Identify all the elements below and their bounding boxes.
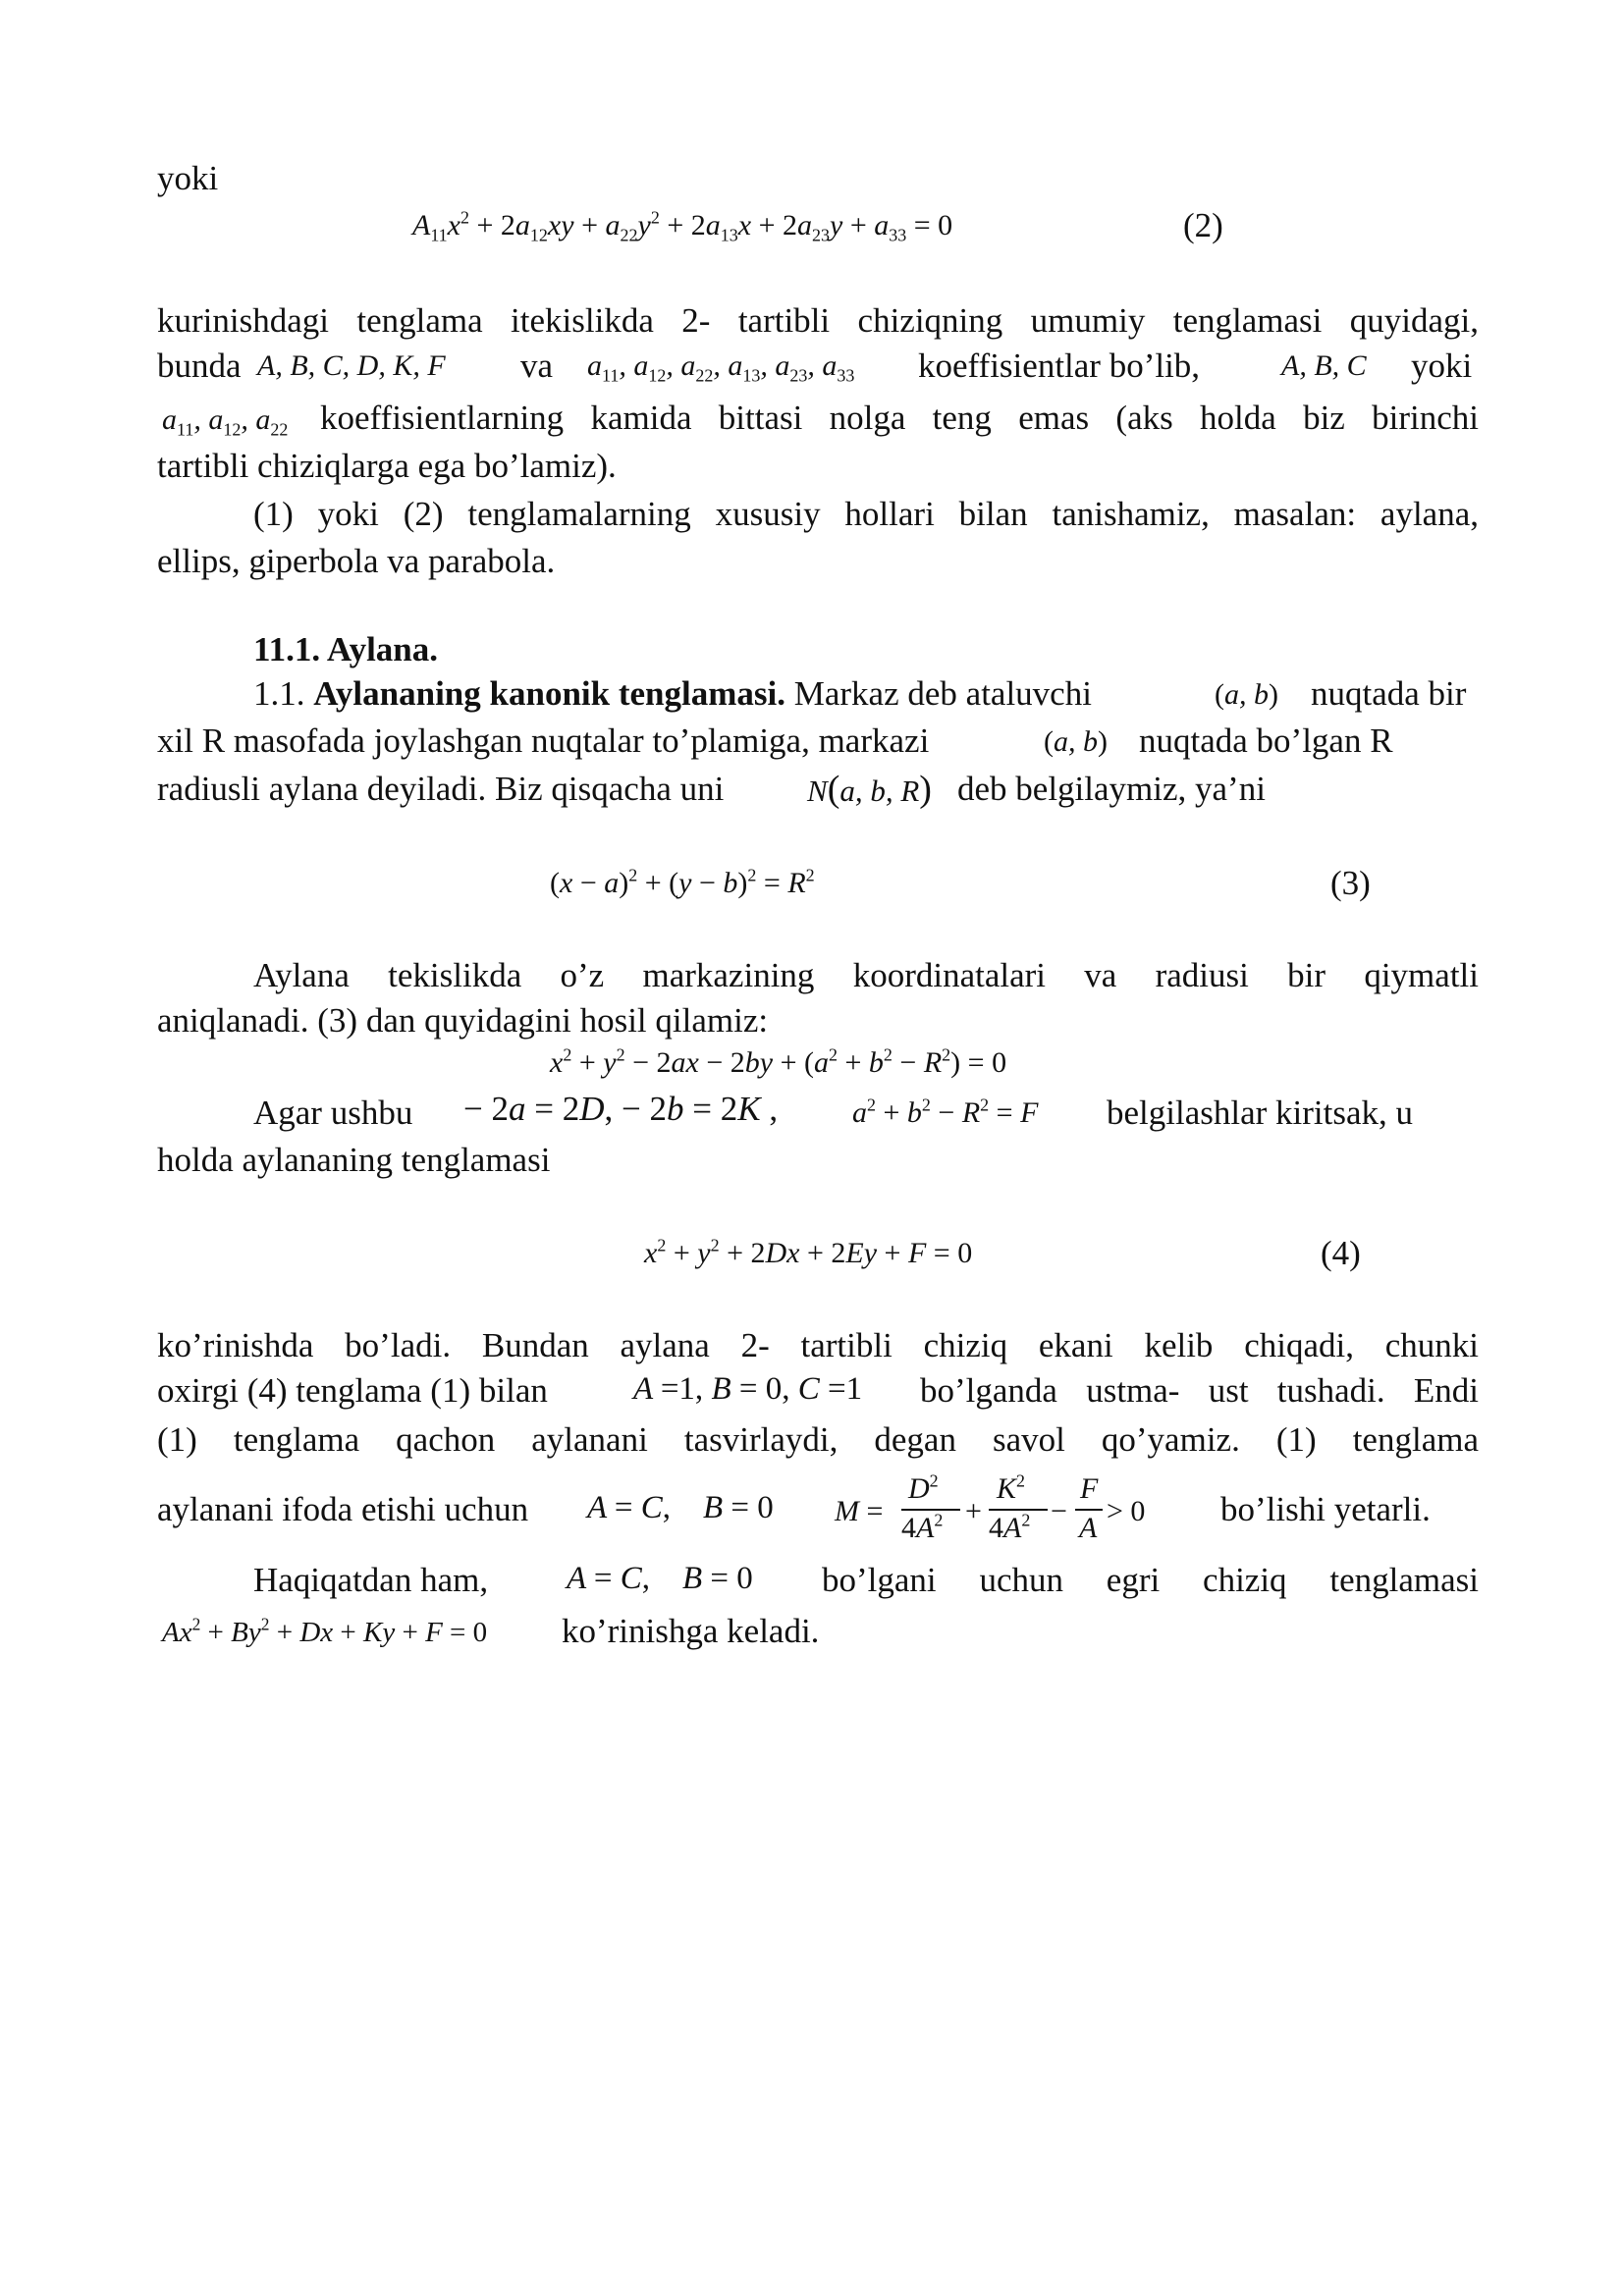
paragraph-line: ko’rinishga keladi.: [562, 1612, 820, 1650]
paragraph-line: aniqlanadi. (3) dan quyidagini hosil qilamiz:: [157, 1001, 769, 1040]
paragraph-line: radiusli aylana deyiladi. Biz qisqacha uni: [157, 770, 725, 808]
paragraph-line: kurinishdagi tenglama itekislikda 2- tartibli chiziqning umumiy tenglamasi quyidagi,: [157, 301, 1479, 340]
paragraph-line: nuqtada bo’lgan R: [1139, 721, 1393, 760]
paragraph-line: ko’rinishda bo’ladi. Bundan aylana 2- tartibli chiziq ekani kelib chiqadi, chunki: [157, 1326, 1479, 1364]
inequality: > 0: [1107, 1495, 1146, 1527]
paragraph-line: aylanani ifoda etishi uchun: [157, 1490, 529, 1528]
notation-F: $a^2 + b^2 - R^2 = F$: [852, 1095, 1039, 1129]
paragraph-line: Aylana tekislikda o’z markazining koordinatalari va radiusi bir qiymatli: [253, 956, 1479, 994]
paragraph-line: bunda: [157, 347, 242, 385]
fraction-denominator: A: [1079, 1512, 1098, 1544]
fraction-denominator: $4A^2$: [901, 1510, 944, 1544]
fraction-numerator: $D^2$: [908, 1470, 939, 1505]
paragraph-line: bo’lishi yetarli.: [1220, 1490, 1431, 1528]
equation-general: $Ax^2 + By^2 + Dx + Ky + F = 0$: [162, 1614, 488, 1648]
fraction-bar: [901, 1509, 960, 1511]
paragraph-line: Haqiqatdan ham,: [253, 1561, 489, 1599]
coefficients-capital: A, B, C, D, K, F: [257, 349, 446, 382]
equation-3-number: (3): [1330, 864, 1371, 902]
condition-A-eq-C: A = C, B = 0: [587, 1490, 774, 1525]
section-title: 11.1. Aylana.: [253, 630, 439, 668]
fraction-denominator: $4A^2$: [989, 1510, 1031, 1544]
equation-expanded: $x^2 + y^2 - 2ax - 2by + (a^2 + b^2 - R^2) = 0$: [550, 1044, 1007, 1079]
equation-4: $x^2 + y^2 + 2Dx + 2Ey + F = 0$: [644, 1235, 973, 1269]
paragraph-line: koeffisientlar bo’lib,: [918, 347, 1201, 385]
formula-M: M =: [835, 1495, 884, 1527]
text-va: va: [520, 347, 554, 385]
condition-A-eq-C: A = C, B = 0: [567, 1561, 753, 1596]
text-yoki: yoki: [1411, 347, 1473, 385]
paragraph-line: holda aylananing tenglamasi: [157, 1141, 551, 1179]
paragraph-line: nuqtada bir: [1311, 674, 1467, 713]
equation-2: $A_{11}x^2 + 2a_{12}xy + a_{22}y^2 + 2a_{13}x + 2a_{23}y + a_{33} = 0$: [412, 207, 953, 245]
paragraph-line: (1) yoki (2) tenglamalarning xususiy hollari bilan tanishamiz, masalan: aylana,: [253, 495, 1479, 533]
paragraph-line: Agar ushbu: [253, 1094, 413, 1132]
fraction-numerator: F: [1080, 1472, 1099, 1505]
paragraph-line: xil R masofada joylashgan nuqtalar to’plamiga, markazi: [157, 721, 930, 760]
notation-definitions: − 2a = 2D, − 2b = 2K ,: [463, 1090, 779, 1128]
paragraph-line: tartibli chiziqlarga ega bo’lamiz).: [157, 447, 617, 485]
paragraph-line: oxirgi (4) tenglama (1) bilan: [157, 1371, 548, 1410]
paragraph-line: belgilashlar kiritsak, u: [1107, 1094, 1414, 1132]
equation-3: $(x - a)^2 + (y - b)^2 = R^2$: [550, 865, 815, 899]
fraction-bar: [1075, 1509, 1103, 1511]
paragraph-line: koeffisientlarning kamida bittasi nolga teng emas (aks holda biz birinchi: [320, 399, 1479, 437]
plus-sign: +: [965, 1495, 982, 1527]
paragraph-line: (1) tenglama qachon aylanani tasvirlaydi, degan savol qo’yamiz. (1) tenglama: [157, 1420, 1479, 1459]
subsection-title: Aylananing kanonik tenglamasi.: [313, 674, 785, 713]
notation-N: N(a, b, R): [807, 769, 932, 810]
coefficients-abc: A, B, C: [1281, 349, 1367, 382]
paragraph-line: 1.1. Aylananing kanonik tenglamasi. Markaz deb ataluvchi: [253, 674, 1092, 713]
paragraph-line: deb belgilaymiz, ya’ni: [957, 770, 1266, 808]
paragraph-line: bo’lganda ustma- ust tushadi. Endi: [920, 1371, 1479, 1410]
coefficients-a11-a12-a22: $a_{11}$, $a_{12}$, $a_{22}$: [162, 403, 289, 440]
text-yoki: yoki: [157, 159, 219, 197]
minus-sign: −: [1051, 1495, 1067, 1527]
equation-2-number: (2): [1183, 206, 1223, 244]
condition-ABC: A =1, B = 0, C =1: [633, 1371, 863, 1407]
fraction-numerator: $K^2$: [997, 1470, 1026, 1505]
point-ab: (a, b): [1215, 678, 1278, 711]
coefficients-lower: $a_{11}$, $a_{12}$, $a_{22}$, $a_{13}$, $a_{23}$, $a_{33}$: [587, 349, 855, 386]
fraction-bar: [989, 1509, 1048, 1511]
paragraph-line: bo’lgani uchun egri chiziq tenglamasi: [822, 1561, 1479, 1599]
paragraph-line: ellips, giperbola va parabola.: [157, 542, 556, 580]
equation-4-number: (4): [1321, 1234, 1361, 1272]
point-ab: (a, b): [1044, 725, 1108, 758]
